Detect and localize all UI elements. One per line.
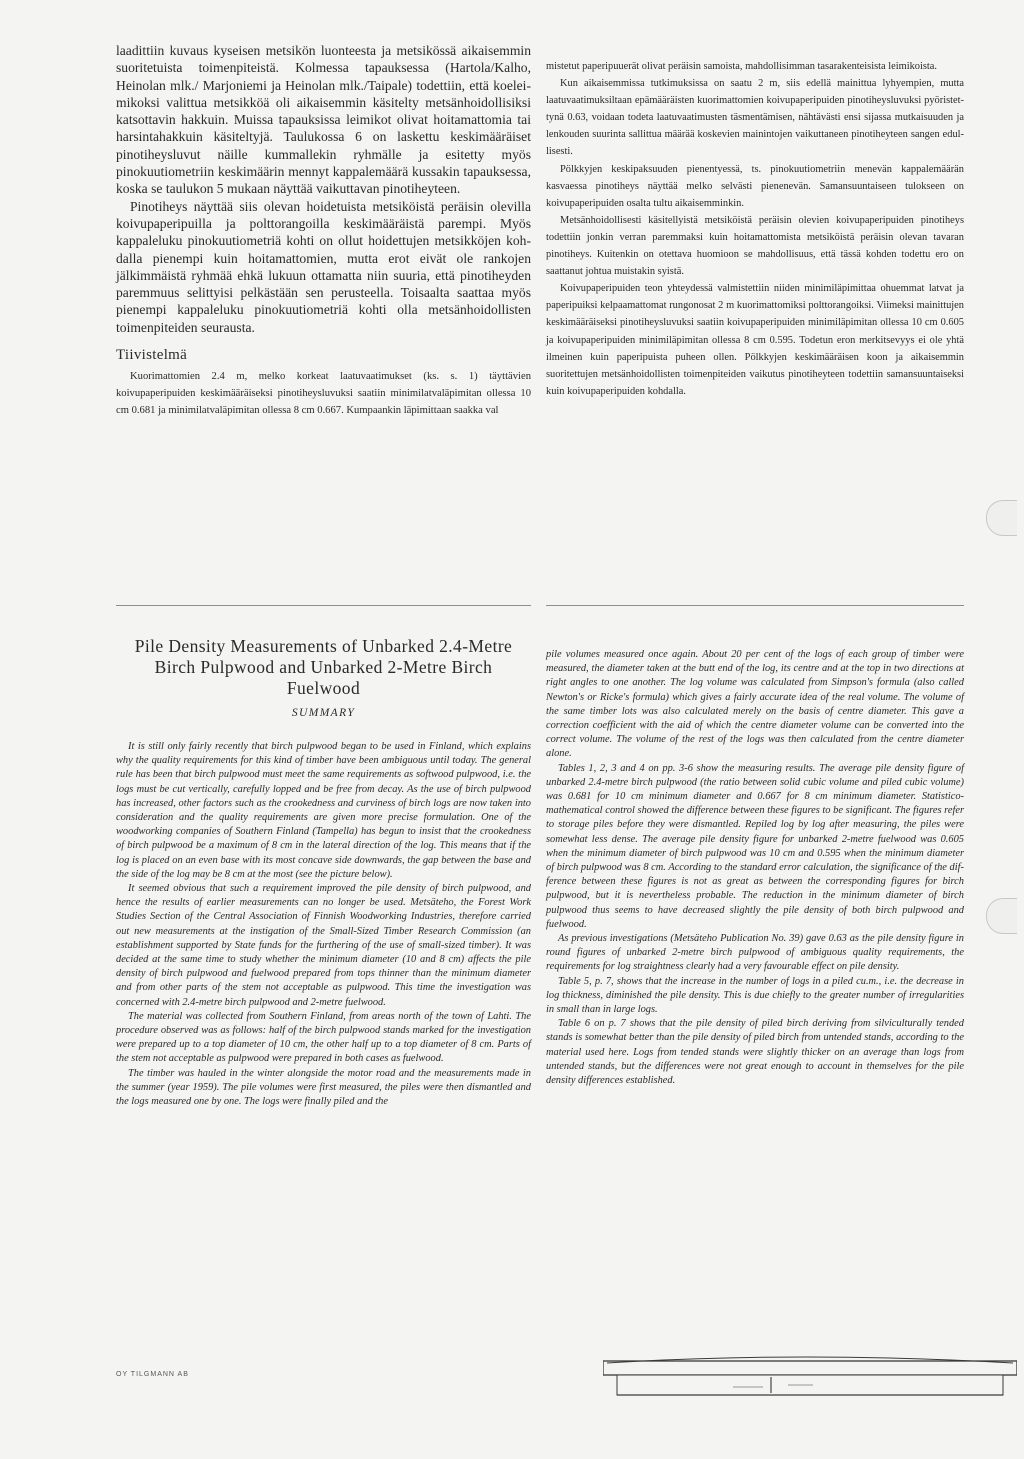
english-paragraph: Table 6 on p. 7 shows that the pile density of piled birch deriving from silviculturally tended stands is somewhat better than the pile density of piled birch from untended stands, according to the material used here. Logs from tended stands were slightly thicker on an average than logs from untended stands, but the differences were not great enough to account in themselves for the pile density differences established. [546,1018,964,1087]
english-paragraph: It seemed obvious that such a requirement improved the pile density of birch pulpwood, and hence the results of earlier measurements can no longer be used. Metsäteho, the Forest Work Studies Section of the Central Association of Finnish Woodworking Industries, therefore carried out new measurements at the instigation of the Small-Sized Timber Research Commission (an establishment supported by State funds for the furthering of the use of small-sized timber). It was decided at the same time to study whether the minimum diameter (10 and 8 cm) affects the pile density of birch pulpwood and fuelwood prepared from tops thinner than the minimum diameter and from other parts of the stem not acceptable as pulpwood. This time the investigation was concerned with 2.4-metre birch pulpwood and 2-metre fuelwood. [116,883,531,1008]
punch-hole [986,898,1017,934]
log-crookedness-illustration [603,1347,1017,1405]
finnish-paragraph: Koivupaperipuiden teon yhteydessä valmistettiin niiden minimiläpimittaa ohuemmat latvat ja paperipuiksi kelpaamattomat rungonosat 2 m kuorimattomiksi polttorangoiksi. Viimeksi mainittujen keskimääräiseksi pinotiheysluvuksi saatiin koivupaperipuiden minimiläpimitan ollessa 10 cm 0.605 ja koivupaperipuiden minimiläpimitan ollessa 8 cm 0.595. Todetun eron merkitsevyys ei ole yhtä ilmeinen kuin paperipuista puheen ollen. Pölkkyjen keskimääräisen koon ja aikaisemmin suoritettujen metsänhoidollisten toimenpiteiden vaikutus pinotiheyteen todettiin samansuuntaiseksi kuin koivupaperipuiden kohdalla. [546,283,964,397]
english-paragraph: As previous investigations (Metsäteho Publication No. 39) gave 0.63 as the pile density figure in round figures of unbarked 2-metre birch pulpwood of ambiguous quality requirements, the requirements for log straightness clearly had a very favourable effect on pile density. [546,933,964,973]
english-title: Pile Density Measurements of Unbarked 2.4-Metre Birch Pulpwood and Unbarked 2-Metre Birch Fuelwood [134,636,513,698]
finnish-summary-heading: Tiivistelmä [116,347,188,364]
finnish-paragraph: Metsänhoidollisesti käsitellyistä metsiköistä peräisin olevien koivupaperipuiden pinotiheys todettiin jonkin verran paremmaksi kuin hoitamattomista metsiköistä peräisin olevan tavaran pinotiheys. Kuitenkin on otettava huomioon se mahdollisuus, että tässä kohden todettu ero on saattanut johtua muistakin syistä. [546,214,964,278]
finnish-paragraph: mistetut paperipuuerät olivat peräisin samoista, mahdollisimman tasarakenteisista leimikoista. [546,61,937,72]
english-paragraph: Tables 1, 2, 3 and 4 on pp. 3-6 show the measuring results. The average pile density figure of unbarked 2.4-metre birch pulpwood (the ratio between solid cubic volume and piled cubic volume) was 0.681 for 10 cm minimum diameter and 0.667 for 8 cm minimum diameter. Statistico-mathematical control showed the difference between these figures to be significant. The figures refer to storage piles before they were dismantled. Repiled log by log after measuring, the piles were somewhat less dense. The average pile density figure for unbarked 2-metre fuelwood was 0.605 when the minimum diameter of birch pulpwood was 10 cm and 0.595 when the minimum diameter of birch pulpwood was 8 cm. According to the standard error calculation, the significance of the difference between these figures is not as great as between the corresponding figures for birch pulpwood, but it is nevertheless probable. The reduction in the minimum diameter of birch pulpwood thus seems to have decreased slightly the pile density of both birch pulpwood and fuelwood. [546,762,964,930]
english-paragraph: pile volumes measured once again. About 20 per cent of the logs of each group of timber were measured, the diameter taken at the butt end of the log, its centre and at the top in two directions at right angles to one another. The log volume was calculated from Simpson's formula (also called Newton's or Ricke's formula) which gives a fairly accurate idea of the real volume. The volume of the same timber lots was also calculated merely on the basis of centre diameter. This gave a correction coefficient with the aid of which the centre diameter volume can be converted into the correct volume. The volume of the rest of the logs was then calculated from the centre diameter alone. [546,649,964,760]
section-divider-left [116,605,531,606]
english-paragraph: It is still only fairly recently that birch pulpwood began to be used in Finland, which explains why the quality requirements for this kind of timber have been ambiguous until today. The general rule has been that birch pulpwood must meet the same requirements as softwood pulpwood, i.e. the logs must be cut vertically, carefully lopped and be free from decay. As the use of birch pulpwood has increased, other factors such as the crookedness and curviness of birch logs are now taken into consideration and the quality requirements are given more precise formulation. One of the woodworking companies of Southern Finland (Tampella) has begun to insist that the crookedness of birch pulpwood be a maximum of 8 cm in the lateral direction of the log. This means that if the log is placed on an even base with its most concave side downwards, the gap between the base and the side of the log may be 8 cm at the most (see the picture below). [116,741,531,880]
finnish-summary-paragraph: Kuorimattomien 2.4 m, melko korkeat laatuvaatimukset (ks. s. 1) täyttävien koivupaperipuiden keskimääräiseksi pinotiheysluvuksi saatiin minimilatvaläpimitan ollessa 10 cm 0.681 ja minimilatvaläpimitan ollessa 8 cm 0.667. Kumpaankin läpimittaan saakka val [116,371,531,417]
english-paragraph: Table 5, p. 7, shows that the increase in the number of logs in a piled cu.m., i.e. the decrease in log thickness, diminished the pile density. This is due chiefly to the greater number of irregularities in small than in large logs. [546,975,964,1016]
section-divider-right [546,605,964,606]
summary-label: SUMMARY [291,707,356,719]
finnish-paragraph: Pinotiheys näyttää siis olevan hoidetuista metsiköistä peräisin olevilla koivupaperipuilla ja polttorangoilla keskimääräistä parempi. Myös kappaleluku pinokuutiometriä kohti on ollut hoidettujen metsikköjen kohdalla pienempi kuin hoitamattomien, mutta erot eivät ole rankojen jälkimmäistä ryhmää ehkä lukuun ottamatta niin suuria, että pinotiheyden paremmuus selittyisi pelkästään sen perusteella. Toisaalta saattaa myös pienempi kappaleluku pinokuutiometriä kohti olla metsänhoidollisten toimenpiteiden seurausta. [116,198,531,335]
english-left-column [116,740,531,1109]
english-paragraph: The material was collected from Southern Finland, from areas north of the town of Lahti. The procedure observed was as follows: half of the birch pulpwood stands marked for the investigation were prepared up to a top diameter of 10 cm, the other half up to a top diameter of 8 cm. Parts of the stem not acceptable as pulpwood were prepared in both cases as fuelwood. [116,1010,531,1065]
punch-hole [986,500,1017,536]
english-title-block [116,636,531,719]
printer-imprint: OY TILGMANN AB [116,1371,189,1378]
finnish-paragraph: Kun aikaisemmissa tutkimuksissa on saatu 2 m, siis edellä mainittua lyhyempien, mutta laatuvaatimuksiltaan epämääräisten kuorimattomien koivupaperipuiden pinotiheysluvuksi pyöristettynä 0.63, voidaan todeta laatuvaatimusten täsmentämisen, nähtävästi ensi sijassa mutkaisuuden ja lenkouden suurinta sallittua määrää koskevien mainintojen vaikuttaneen pinotiheyteen sangen edullisesti. [546,78,964,158]
finnish-paragraph: laadittiin kuvaus kyseisen metsikön luonteesta ja metsikössä aikaisemmin suoritetuista toimenpiteistä. Kolmessa tapauksessa (Hartola/Kalho, Heinolan mlk./ Marjoniemi ja Heinolan mlk./Taipale) todettiin, että koeleimikoksi valittua metsikköä oli aikaisemmin käsitelty metsänhoidollisiksi katsottavin hakkuin. Muissa tapauksissa leimikot olivat hoitamattomia tai harsintahakkuin käsiteltyjä. Taulukossa 6 on laskettu keskimääräiset pinotiheysluvut näille kummallekin ryhmälle ja esitetty myös pinokuutiometriin keskimäärin mennyt kappalemäärä kussakin tapauksessa, koska se taulukon 5 mukaan näyttää vaikuttavan pinotiheyteen. [116,43,531,197]
finnish-right-column [546,58,964,400]
finnish-left-column [116,42,531,419]
log-outline [603,1361,1017,1375]
english-paragraph: The timber was hauled in the winter alongside the motor road and the measurements made in the summer (year 1959). The pile volumes were first measured, the piles were then dismantled and the logs measured one by one. The logs were finally piled and the [116,1067,531,1108]
finnish-paragraph: Pölkkyjen keskipaksuuden pienentyessä, ts. pinokuutiometriin menevän kappalemäärän kasvaessa pinotiheys näyttää melko selvästi pienenevän. Samansuuntaiseen tulokseen on koivupaperipuiden osalta tultu aikaisemminkin. [546,163,964,209]
english-right-column [546,648,964,1088]
